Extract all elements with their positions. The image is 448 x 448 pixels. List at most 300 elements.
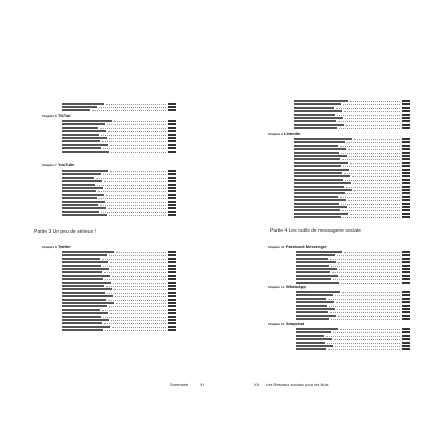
- toc-page-number: [168, 173, 176, 175]
- toc-page-number: [402, 328, 410, 330]
- toc-page-number: [402, 348, 410, 350]
- toc-entry-text: [62, 254, 107, 256]
- toc-leader-dots: [109, 306, 166, 308]
- toc-page-number: [402, 148, 410, 150]
- toc-page-number: [402, 335, 410, 337]
- toc-leader-dots: [336, 108, 400, 110]
- toc-page-number: [402, 175, 410, 177]
- toc-leader-dots: [102, 141, 166, 143]
- toc-leader-dots: [337, 115, 400, 117]
- part-3-heading: [34, 229, 96, 235]
- toc-page-number: [168, 326, 176, 328]
- toc-entry-text: [294, 206, 347, 208]
- toc-leader-dots: [101, 135, 166, 137]
- toc-leader-dots: [330, 259, 400, 261]
- toc-page-number: [168, 316, 176, 318]
- toc-page-number: [168, 292, 176, 294]
- toc-leader-dots: [100, 128, 166, 130]
- toc-page-number: [168, 261, 176, 263]
- toc-leader-dots: [338, 316, 400, 318]
- toc-page-number: [168, 204, 176, 206]
- toc-page-number: [168, 184, 176, 186]
- toc-entry-text: [294, 182, 351, 184]
- toc-leader-dots: [340, 146, 400, 148]
- toc-entry-text: [294, 203, 339, 205]
- toc-page-number: [402, 165, 410, 167]
- toc-leader-dots: [338, 262, 400, 264]
- toc-leader-dots: [102, 310, 166, 312]
- toc-leader-dots: [103, 174, 166, 176]
- toc-leader-dots: [340, 197, 400, 199]
- toc-page-number: [168, 271, 176, 273]
- toc-page-number: [402, 206, 410, 208]
- toc-entry-text: [62, 282, 111, 284]
- toc-page-number: [168, 190, 176, 192]
- right-page: [224, 0, 448, 448]
- toc-page-number: [168, 299, 176, 301]
- toc-leader-dots: [109, 255, 166, 257]
- toc-leader-dots: [108, 300, 166, 302]
- toc-entry-text: [62, 147, 101, 149]
- toc-leader-dots: [110, 171, 166, 173]
- toc-page-number: [402, 294, 410, 296]
- toc-leader-dots: [331, 266, 400, 268]
- toc-page-number: [402, 162, 410, 164]
- toc-leader-dots: [346, 125, 400, 127]
- toc-entry-text: [294, 186, 344, 188]
- toc-entry-text: [294, 145, 338, 147]
- chapter-10-label: Chapitre 10: [268, 245, 285, 249]
- toc-page-number: [402, 199, 410, 201]
- toc-leader-dots: [340, 329, 400, 331]
- toc-entry-text: [294, 213, 348, 215]
- toc-page-number: [168, 305, 176, 307]
- toc-page-number: [402, 145, 410, 147]
- toc-page-number: [402, 172, 410, 174]
- toc-entry-text: [294, 148, 346, 150]
- toc-entry-text: [296, 261, 336, 263]
- toc-entry-text: [296, 275, 338, 277]
- toc-leader-dots: [110, 262, 166, 264]
- toc-entry-text: [62, 265, 101, 267]
- toc-page-number: [168, 322, 176, 324]
- toc-page-number: [402, 338, 410, 340]
- toc-entry-text: [62, 130, 106, 132]
- toc-page-number: [402, 189, 410, 191]
- toc-leader-dots: [350, 163, 400, 165]
- toc-page-number: [402, 107, 410, 109]
- toc-entry-text: [294, 175, 350, 177]
- toc-entry-text: [296, 305, 327, 307]
- toc-page-number: [402, 261, 410, 263]
- toc-entry-text: [294, 127, 337, 129]
- chapter-7-label: Chapitre 7: [42, 163, 57, 167]
- toc-leader-dots: [98, 191, 166, 193]
- toc-leader-dots: [339, 269, 400, 271]
- toc-entry-text: [296, 301, 334, 303]
- toc-leader-dots: [108, 208, 166, 210]
- toc-page-number: [168, 288, 176, 290]
- toc-entry-text: [294, 165, 341, 167]
- toc-entry-text: [62, 261, 108, 263]
- toc-entry-text: [296, 328, 338, 330]
- toc-entry-text: [296, 308, 335, 310]
- chapter-11-title: WhatsApp: [286, 284, 306, 289]
- toc-entry-text: [62, 312, 108, 314]
- toc-entry-text: [62, 271, 102, 273]
- toc-page-number: [402, 315, 410, 317]
- toc-page-number: [168, 211, 176, 213]
- toc-leader-dots: [99, 107, 166, 109]
- toc-leader-dots: [327, 343, 400, 345]
- toc-leader-dots: [341, 153, 400, 155]
- toc-leader-dots: [106, 286, 166, 288]
- toc-entry-text: [62, 288, 112, 290]
- toc-entry-text: [62, 173, 101, 175]
- toc-entry-text: [62, 177, 94, 179]
- toc-entry-text: [62, 326, 110, 328]
- toc-leader-dots: [347, 193, 400, 195]
- toc-leader-dots: [109, 215, 166, 217]
- toc-entry-text: [294, 155, 347, 157]
- toc-leader-dots: [343, 217, 400, 219]
- toc-entry-text: [62, 127, 98, 129]
- toc-page-number: [402, 305, 410, 307]
- toc-leader-dots: [113, 283, 166, 285]
- toc-page-number: [168, 309, 176, 311]
- toc-entry-text: [294, 114, 335, 116]
- toc-page-number: [168, 144, 176, 146]
- toc-leader-dots: [349, 207, 400, 209]
- toc-entry-text: [62, 197, 97, 199]
- toc-entry-text: [62, 151, 109, 153]
- toc-leader-dots: [339, 128, 400, 130]
- toc-page-number: [168, 251, 176, 253]
- toc-leader-dots: [333, 279, 400, 281]
- toc-entry-text: [294, 199, 346, 201]
- toc-page-number: [402, 117, 410, 119]
- toc-leader-dots: [115, 296, 166, 298]
- toc-page-number: [168, 285, 176, 287]
- toc-entry-text: [296, 271, 330, 273]
- toc-leader-dots: [348, 200, 400, 202]
- part-4-label: Partie 4: [270, 228, 288, 234]
- chapter-7-title: YouTube: [58, 162, 75, 167]
- left-footer-title: Sommaire: [170, 382, 189, 387]
- toc-page-number: [168, 130, 176, 132]
- toc-entry-text: [294, 124, 344, 126]
- toc-entry-text: [296, 265, 329, 267]
- toc-page-number: [168, 151, 176, 153]
- toc-entry-text: [62, 123, 105, 125]
- toc-leader-dots: [104, 181, 166, 183]
- toc-entry-text: [62, 329, 103, 331]
- toc-entry-text: [62, 137, 107, 139]
- toc-entry-text: [294, 192, 345, 194]
- toc-leader-dots: [103, 266, 166, 268]
- toc-leader-dots: [110, 313, 166, 315]
- toc-page-number: [402, 271, 410, 273]
- toc-leader-dots: [343, 166, 400, 168]
- toc-leader-dots: [349, 156, 400, 158]
- chapter-10-title: Facebook Messenger: [286, 244, 327, 249]
- toc-entry-text: [62, 187, 103, 189]
- toc-entry-text: [62, 258, 100, 260]
- toc-leader-dots: [344, 252, 400, 254]
- part-3-title: Un peu de sérieux !: [52, 229, 96, 235]
- toc-page-number: [402, 114, 410, 116]
- toc-entry-text: [62, 302, 114, 304]
- toc-entry-text: [294, 179, 343, 181]
- toc-page-number: [402, 103, 410, 105]
- toc-leader-dots: [352, 176, 400, 178]
- toc-entry-text: [296, 335, 324, 337]
- toc-leader-dots: [332, 272, 400, 274]
- toc-entry-text: [62, 120, 112, 122]
- toc-leader-dots: [103, 148, 166, 150]
- toc-page-number: [402, 258, 410, 260]
- toc-leader-dots: [112, 276, 166, 278]
- toc-entry-text: [62, 319, 109, 321]
- toc-page-number: [402, 124, 410, 126]
- toc-page-number: [402, 120, 410, 122]
- toc-entry-text: [294, 162, 348, 164]
- toc-entry-text: [294, 117, 343, 119]
- toc-page-number: [168, 120, 176, 122]
- toc-leader-dots: [345, 180, 400, 182]
- toc-page-number: [402, 342, 410, 344]
- toc-entry-text: [62, 106, 97, 108]
- toc-leader-dots: [116, 303, 166, 305]
- toc-page-number: [402, 311, 410, 313]
- toc-page-number: [168, 265, 176, 267]
- toc-page-number: [402, 251, 410, 253]
- toc-leader-dots: [354, 190, 400, 192]
- toc-entry-text: [294, 172, 342, 174]
- toc-leader-dots: [328, 299, 400, 301]
- toc-leader-dots: [333, 332, 400, 334]
- toc-entry-text: [62, 184, 95, 186]
- toc-leader-dots: [100, 205, 166, 207]
- toc-leader-dots: [110, 145, 166, 147]
- toc-entry-text: [296, 345, 333, 347]
- chapter-11-label: Chapitre 11: [268, 285, 285, 289]
- toc-leader-dots: [116, 252, 166, 254]
- toc-entry-text: [62, 211, 99, 213]
- toc-entry-text: [294, 152, 339, 154]
- toc-leader-dots: [341, 204, 400, 206]
- toc-entry-text: [294, 158, 340, 160]
- toc-entry-text: [296, 254, 335, 256]
- toc-leader-dots: [337, 309, 400, 311]
- toc-leader-dots: [335, 295, 400, 297]
- toc-entry-text: [62, 309, 100, 311]
- toc-leader-dots: [348, 149, 400, 151]
- toc-page-number: [402, 278, 410, 280]
- toc-leader-dots: [342, 159, 400, 161]
- toc-page-number: [168, 278, 176, 280]
- toc-leader-dots: [343, 104, 400, 106]
- toc-page-number: [168, 258, 176, 260]
- toc-page-number: [402, 213, 410, 215]
- toc-entry-text: [62, 194, 104, 196]
- toc-leader-dots: [111, 269, 166, 271]
- toc-entry-text: [62, 278, 103, 280]
- toc-page-number: [402, 152, 410, 154]
- toc-leader-dots: [104, 323, 166, 325]
- toc-page-number: [402, 169, 410, 171]
- toc-leader-dots: [334, 339, 400, 341]
- toc-page-number: [402, 265, 410, 267]
- toc-entry-text: [296, 251, 342, 253]
- toc-entry-text: [296, 342, 325, 344]
- toc-entry-text: [62, 170, 108, 172]
- toc-page-number: [402, 192, 410, 194]
- toc-leader-dots: [111, 320, 166, 322]
- toc-entry-text: [62, 299, 106, 301]
- toc-leader-dots: [99, 198, 166, 200]
- toc-page-number: [402, 318, 410, 320]
- toc-leader-dots: [331, 319, 400, 321]
- toc-leader-dots: [103, 317, 166, 319]
- toc-page-number: [402, 100, 410, 102]
- toc-entry-text: [294, 110, 342, 112]
- toc-leader-dots: [107, 124, 166, 126]
- toc-entry-text: [296, 315, 336, 317]
- toc-page-number: [402, 186, 410, 188]
- toc-entry-text: [294, 189, 352, 191]
- toc-leader-dots: [105, 188, 166, 190]
- toc-leader-dots: [109, 138, 166, 140]
- toc-page-number: [402, 345, 410, 347]
- toc-leader-dots: [326, 336, 400, 338]
- toc-leader-dots: [337, 255, 400, 257]
- toc-page-number: [168, 295, 176, 297]
- left-footer-pagenum: XI: [200, 382, 204, 387]
- toc-page-number: [402, 216, 410, 218]
- toc-page-number: [168, 268, 176, 270]
- toc-page-number: [402, 209, 410, 211]
- toc-leader-dots: [350, 214, 400, 216]
- toc-page-number: [168, 197, 176, 199]
- toc-leader-dots: [111, 152, 166, 154]
- toc-entry-text: [294, 138, 352, 140]
- toc-entry-text: [294, 196, 338, 198]
- toc-page-number: [402, 158, 410, 160]
- toc-entry-text: [294, 141, 345, 143]
- toc-leader-dots: [354, 139, 400, 141]
- toc-page-number: [402, 110, 410, 112]
- toc-entry-text: [62, 144, 108, 146]
- chapter-12-label: Chapitre 12: [268, 322, 285, 326]
- toc-leader-dots: [97, 185, 166, 187]
- toc-page-number: [168, 123, 176, 125]
- toc-entry-text: [62, 316, 101, 318]
- toc-entry-text: [294, 120, 336, 122]
- toc-page-number: [168, 214, 176, 216]
- toc-leader-dots: [344, 111, 400, 113]
- toc-entry-text: [296, 291, 340, 293]
- toc-leader-dots: [107, 293, 166, 295]
- toc-entry-text: [62, 134, 99, 136]
- toc-leader-dots: [92, 110, 166, 112]
- toc-entry-text: [62, 295, 113, 297]
- toc-page-number: [168, 187, 176, 189]
- toc-page-number: [168, 275, 176, 277]
- chapter-6-label: Chapitre 6: [42, 114, 57, 118]
- toc-leader-dots: [106, 195, 166, 197]
- toc-page-number: [402, 282, 410, 284]
- toc-entry-text: [296, 331, 331, 333]
- toc-page-number: [168, 106, 176, 108]
- toc-leader-dots: [328, 349, 400, 351]
- toc-page-number: [402, 203, 410, 205]
- toc-page-number: [402, 127, 410, 129]
- toc-page-number: [168, 109, 176, 111]
- toc-leader-dots: [342, 210, 400, 212]
- right-footer-pagenum: XII: [254, 382, 259, 387]
- toc-page-number: [168, 127, 176, 129]
- toc-leader-dots: [342, 292, 400, 294]
- part-4-heading: [270, 228, 361, 234]
- toc-entry-text: [62, 214, 107, 216]
- part-3-label: Partie 3: [34, 229, 52, 235]
- toc-leader-dots: [347, 142, 400, 144]
- toc-leader-dots: [114, 289, 166, 291]
- toc-leader-dots: [344, 173, 400, 175]
- toc-leader-dots: [338, 121, 400, 123]
- toc-entry-text: [62, 201, 105, 203]
- toc-page-number: [402, 331, 410, 333]
- toc-page-number: [168, 134, 176, 136]
- chapter-9-title: LinkedIn: [284, 131, 301, 136]
- toc-entry-text: [296, 348, 326, 350]
- toc-leader-dots: [108, 131, 166, 133]
- toc-leader-dots: [104, 272, 166, 274]
- toc-leader-dots: [112, 327, 166, 329]
- toc-entry-text: [294, 100, 348, 102]
- toc-entry-text: [294, 169, 349, 171]
- toc-page-number: [402, 179, 410, 181]
- toc-entry-text: [62, 140, 100, 142]
- toc-entry-text: [62, 109, 90, 111]
- toc-page-number: [168, 140, 176, 142]
- toc-entry-text: [294, 103, 341, 105]
- toc-page-number: [168, 302, 176, 304]
- toc-page-number: [402, 291, 410, 293]
- toc-page-number: [168, 319, 176, 321]
- toc-entry-text: [62, 190, 96, 192]
- chapter-8-label: Chapitre 8: [42, 245, 57, 249]
- toc-entry-text: [296, 268, 337, 270]
- toc-page-number: [168, 180, 176, 182]
- toc-entry-text: [296, 278, 331, 280]
- toc-page-number: [402, 308, 410, 310]
- toc-page-number: [402, 182, 410, 184]
- toc-page-number: [168, 177, 176, 179]
- toc-page-number: [168, 170, 176, 172]
- toc-leader-dots: [353, 183, 400, 185]
- toc-entry-text: [62, 322, 102, 324]
- chapter-6-title: TikTok: [58, 113, 71, 118]
- toc-entry-text: [62, 275, 110, 277]
- toc-leader-dots: [329, 306, 400, 308]
- toc-page-number: [168, 201, 176, 203]
- toc-leader-dots: [96, 178, 166, 180]
- part-4-title: Les outils de messagerie sociale: [288, 228, 361, 234]
- toc-entry-text: [296, 298, 326, 300]
- toc-page-number: [168, 147, 176, 149]
